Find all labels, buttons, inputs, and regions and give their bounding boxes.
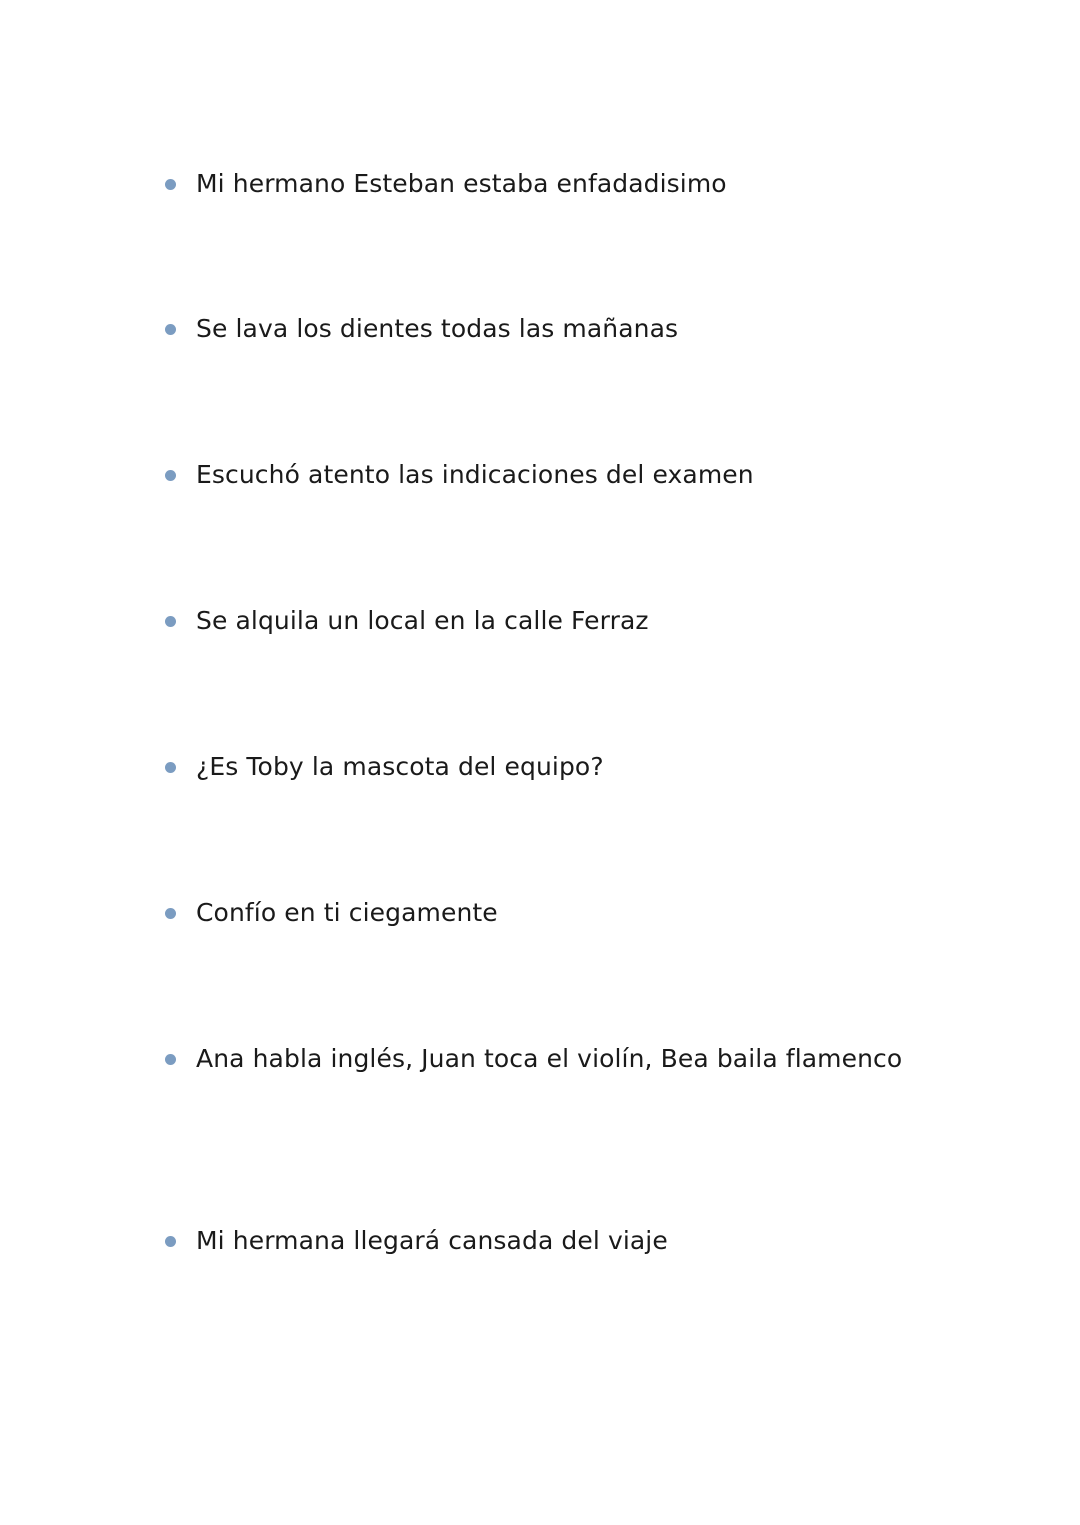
list-item [165, 1039, 902, 1079]
bullet-dot-icon [165, 616, 176, 627]
list-item-text: ¿Es Toby la mascota del equipo? [196, 752, 604, 781]
bullet-dot-icon [165, 470, 176, 481]
list-item-text: Mi hermano Esteban estaba enfadadisimo [196, 169, 727, 198]
bullet-dot-icon [165, 1236, 176, 1247]
list-item [165, 893, 498, 933]
bullet-dot-icon [165, 908, 176, 919]
list-item [165, 309, 678, 349]
list-item-text: Mi hermana llegará cansada del viaje [196, 1226, 668, 1255]
bullet-dot-icon [165, 179, 176, 190]
bullet-dot-icon [165, 762, 176, 773]
list-item-text: Ana habla inglés, Juan toca el violín, Bea baila flamenco [196, 1044, 903, 1073]
list-item [165, 747, 604, 787]
list-item [165, 601, 649, 641]
list-item [165, 455, 754, 495]
list-item-text: Se lava los dientes todas las mañanas [196, 314, 679, 343]
list-item [165, 164, 727, 204]
bullet-dot-icon [165, 324, 176, 335]
list-item-text: Escuchó atento las indicaciones del examen [196, 460, 754, 489]
list-item [165, 1221, 668, 1261]
bullet-dot-icon [165, 1054, 176, 1065]
list-item-text: Confío en ti ciegamente [196, 898, 498, 927]
list-item-text: Se alquila un local en la calle Ferraz [196, 606, 649, 635]
